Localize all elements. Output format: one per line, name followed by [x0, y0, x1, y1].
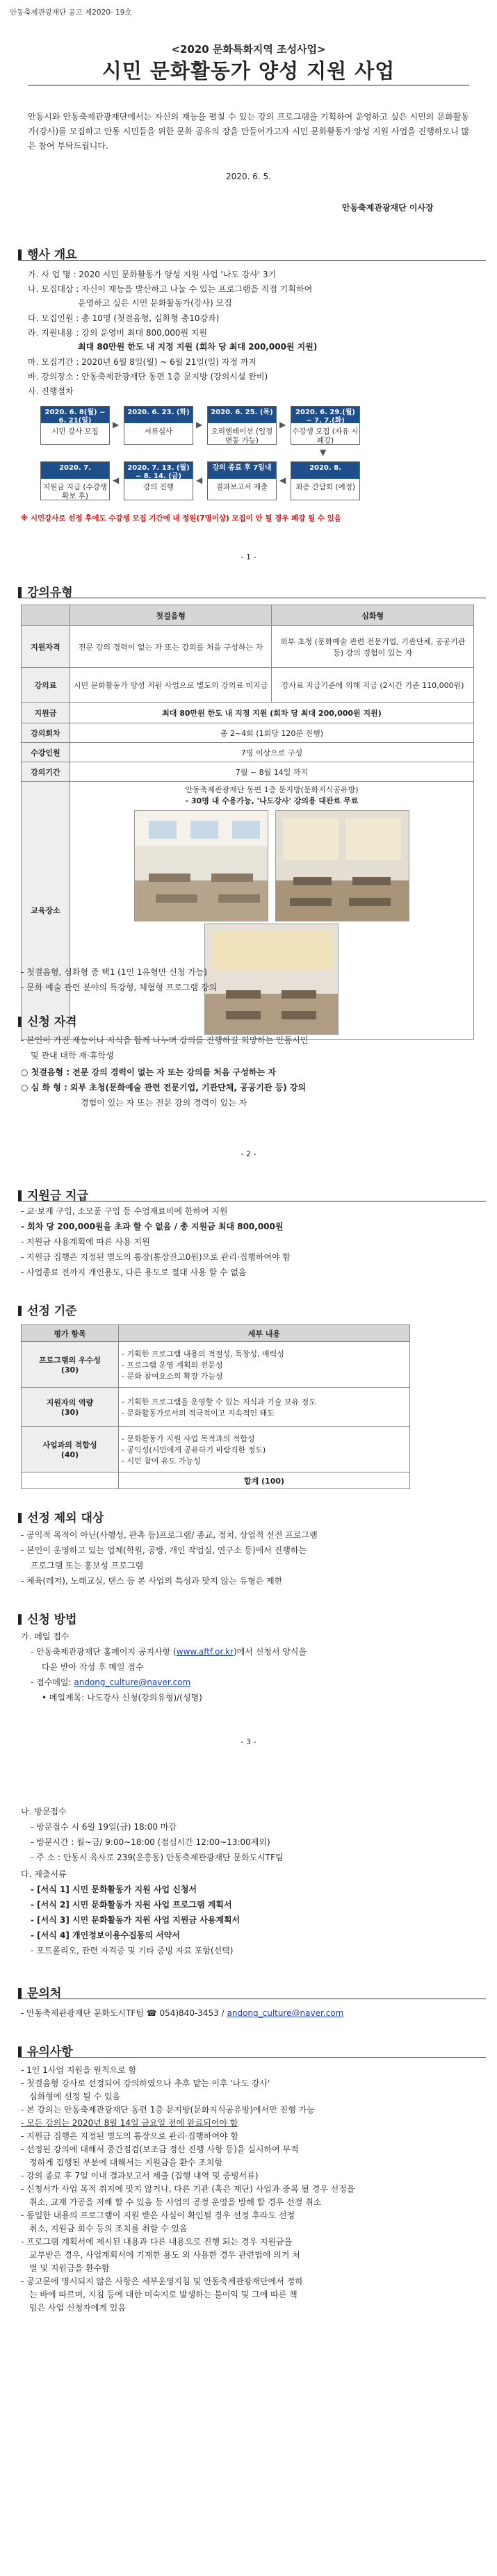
homepage-link[interactable]: www.aftf.or.kr [176, 1647, 234, 1657]
classroom-photo [275, 810, 409, 921]
criteria-item [22, 1427, 119, 1472]
section-divider [18, 2057, 486, 2058]
col-header: 평가 항목 [22, 1325, 119, 1342]
step-label: 수강생 모집 (자유 시 폐강) [292, 427, 359, 445]
detail-line: - 문화활동가로서의 적극적이고 지속적인 태도 [122, 1408, 275, 1418]
caution-line: - 프로그램 계획서에 제시된 내용과 다른 내용으로 진행 되는 경우 지원금을 [21, 2237, 293, 2247]
table-cell: 7명 이상으로 구성 [70, 743, 473, 762]
arrow-left-icon: ◀ [196, 475, 203, 485]
process-step [124, 461, 193, 500]
visit-line: 다. 제출서류 [21, 1869, 67, 1879]
caution-line: 정하게 집행된 부분에 대해서는 지원금을 환수 조치함 [29, 2158, 222, 2167]
funding-line: - 지원금 집행은 지정된 별도의 통장(통장잔고0원)으로 관리·집행하여야 함 [21, 1252, 291, 1262]
overview-line: 가. 사 업 명 : 2020 시민 문화활동가 양성 지원 사업 '나도 강사' 3기 [28, 270, 277, 279]
funding-line: - 교·보재 구입, 소모품 구입 등 수업재료비에 한하여 지원 [21, 1206, 228, 1216]
overview-line: 최대 80만원 한도 내 지정 지원 (회차 당 최대 200,000원 지원) [78, 342, 318, 352]
form-line: - [서식 3] 시민 문화활동가 지원 사업 지원금 사용계획서 [31, 1915, 241, 1925]
form-line: - 포트폴리오, 관련 자격증 및 기타 증빙 자료 포함(선택) [31, 1946, 234, 1955]
arrow-right-icon: ▶ [279, 420, 286, 429]
process-step [291, 461, 360, 500]
eligibility-line: 및 관내 대학 재·휴학생 [31, 1051, 114, 1060]
criteria-name: 프로그램의 우수성 [39, 1356, 101, 1365]
bullet-icon [18, 1513, 22, 1523]
step-date: 2020. 8. [291, 462, 359, 479]
detail-line: - 기획한 프로그램 내용의 적절성, 독창성, 매력성 [122, 1349, 284, 1359]
overview-line: 라. 지원내용 : 강의 운영비 최대 800,000원 지원 [28, 328, 208, 338]
caution-line: - 첫걸음형 강사로 선정되어 강의하였으나 추후 맡는 이후 '나도 강사' [21, 2078, 270, 2088]
arrow-down-icon: ▼ [320, 448, 327, 457]
bullet-icon [18, 1190, 22, 1201]
table-cell: 7월 ~ 8월 14일 까지 [70, 762, 473, 782]
caution-line: - 동일한 내용의 프로그램이 지원 받은 사실이 확인될 경우 선정 후라도 선정 [21, 2210, 295, 2220]
visit-line: - 주 소 : 안동시 육사로 239(운흥동) 안동축제관광재단 문화도시TF팀 [31, 1853, 284, 1862]
notice-date: 2020. 6. 5. [226, 172, 271, 181]
caution-line: - 본 강의는 안동축제관광재단 동편 1층 문지방(문화지식공유방)에서만 진행 가능 [21, 2105, 315, 2115]
email-link[interactable]: andong_culture@naver.com [74, 1677, 191, 1687]
step-label: 오리엔테이션 (일정 변동 가능) [211, 427, 273, 445]
step-label: 지원금 지급 (수강생 확보 후) [43, 483, 107, 500]
detail-line: - 문화 참여요소의 확장 가능성 [122, 1371, 223, 1381]
overview-line: 다. 모집인원 : 총 10명 (첫걸음형, 심화형 총10강좌) [28, 313, 220, 323]
col-header: 심화형 [272, 605, 474, 626]
funding-line: - 사업종료 전까지 개인용도, 다른 용도로 절대 사용 할 수 없음 [21, 1268, 247, 1277]
lecture-type-note: - 첫걸음형, 심화형 중 택1 (1인 1유형만 신청 가능) [21, 967, 207, 977]
exclusion-line: - 체육(레저), 노래교실, 댄스 등 본 사업의 특성과 맞지 않는 유형은 제한 [21, 1576, 283, 1586]
overview-line: 바. 강의장소 : 안동축제관광재단 동편 1층 문지방 (강의시설 완비) [28, 372, 268, 382]
contact-line [21, 2007, 343, 2020]
bullet-icon [18, 1017, 22, 1027]
process-step [207, 406, 277, 445]
step-label: 서류심사 [144, 427, 173, 436]
criteria-table [21, 1324, 410, 1489]
detail-line: - 공익성(시민에게 공유하기 바람직한 정도) [122, 1445, 266, 1454]
step-label: 시민 강사 모집 [51, 427, 99, 436]
criteria-item [22, 1388, 119, 1427]
overview-line: 마. 모집기간 : 2020년 6월 8일(월) ~ 6월 21일(일) 자정 까지 [28, 357, 256, 367]
overview-line: 나. 모집대상 : 자신이 재능을 발산하고 나눌 수 있는 프로그램을 직접 기획하여 [28, 284, 313, 294]
page-number: - 3 - [241, 1737, 256, 1746]
caution-line: - 지원금 집행은 지정된 별도의 통장으로 관리·집행하여야 함 [21, 2131, 239, 2141]
criteria-item [22, 1342, 119, 1388]
page-title: 시민 문화활동가 양성 지원 사업 [101, 59, 396, 83]
eligibility-line: ○ 심 화 형 : 외부 초청(문화예술 관련 전문기업, 기관단체, 공공기관 등) 강의 [21, 1083, 307, 1092]
arrow-left-icon: ◀ [279, 475, 286, 485]
bullet-icon [18, 249, 22, 260]
process-step [40, 461, 110, 500]
table-cell: 총 2~4회 (1회당 120분 진행) [70, 723, 473, 743]
criteria-details [119, 1388, 410, 1427]
arrow-left-icon: ◀ [113, 475, 120, 485]
section-title: 문의처 [27, 1987, 62, 2001]
caution-line: - 강의 종료 후 7일 이내 결과보고서 제출 (집행 내역 및 증빙서류) [21, 2171, 259, 2181]
detail-line: - 기획한 프로그램을 운영할 수 있는 지식과 기술 보유 정도 [122, 1397, 316, 1406]
row-header: 강의회차 [22, 723, 70, 743]
form-line: - [서식 1] 시민 문화활동가 지원 사업 신청서 [31, 1885, 197, 1894]
apply-text: - 접수메일: [31, 1677, 74, 1687]
table-cell: 외부 초청 (문화예술 관련 전문기업, 기관단체, 공공기관 등) 강의 경험이 있는 자 [272, 626, 474, 668]
step-date: 2020. 6. 25. (목) [208, 407, 276, 423]
section-title: 선정 기준 [27, 1304, 77, 1318]
caution-line: - 공고문에 명시되지 않은 사항은 세부운영지침 및 안동축제관광재단에서 정하 [21, 2276, 303, 2286]
col-header: 세부 내용 [119, 1325, 410, 1342]
place-capacity: - 30명 내 수용가능, '나도강사' 강의용 대관료 무료 [185, 796, 359, 805]
table-cell: 시민 문화활동가 양성 지원 사업으로 별도의 강의료 미지급 [70, 668, 272, 703]
section-criteria-heading [18, 1301, 77, 1318]
bullet-icon [18, 1614, 22, 1625]
arrow-right-icon: ▶ [196, 420, 203, 429]
section-exclusion-heading [18, 1508, 104, 1525]
eligibility-line: 경험이 있는 자 또는 전문 강의 경력이 있는 자 [81, 1098, 247, 1108]
col-header: 첫걸음형 [70, 605, 272, 626]
criteria-name: 사업과의 적합성 [42, 1441, 97, 1450]
row-header: 지원자격 [22, 626, 70, 668]
section-title: 유의사항 [27, 2045, 73, 2059]
exclusion-line: - 본인이 운영하고 있는 업체(학원, 공방, 개인 작업실, 연구소 등)에서 진행하는 [21, 1545, 307, 1555]
funding-line: - 지원금 사용계획에 따른 사용 지원 [21, 1237, 150, 1247]
caution-line: 임은 사업 신청자에게 있음 [29, 2303, 126, 2313]
criteria-details [119, 1427, 410, 1472]
criteria-score: (40) [60, 1450, 79, 1459]
row-header: 교육장소 [22, 782, 70, 1040]
process-step [291, 406, 360, 445]
apply-text: - 안동축제관광재단 홈페이지 공지사항 ( [31, 1647, 177, 1657]
signature: 안동축제관광재단 이사장 [342, 203, 434, 213]
bullet-icon [18, 1306, 22, 1316]
step-label: 강의 진행 [143, 483, 174, 491]
notice-number: 안동축제관광재단 공고 제2020- 19호 [10, 8, 132, 17]
caution-line: 는 바에 따르며, 지침 등에 대한 미숙지로 발생하는 불이익 및 그에 따른 책 [29, 2290, 298, 2299]
criteria-score: (30) [60, 1365, 79, 1375]
section-title: 신청 자격 [27, 1015, 77, 1029]
page-number: - 2 - [241, 1149, 256, 1158]
process-step [124, 406, 193, 445]
page-subtitle: <2020 문화특화지역 조성사업> [171, 43, 326, 56]
apply-text: )에서 신청서 양식을 [234, 1647, 307, 1657]
step-date: 강의 종료 후 7일내 [208, 462, 276, 479]
eligibility-line: ○ 첫걸음형 : 전문 강의 경력이 없는 자 또는 강의를 처음 구성하는 자 [21, 1067, 276, 1077]
contact-text: - 안동축제관광재단 문화도시TF팀 ☎ 054)840-3453 / [21, 2008, 227, 2018]
process-step [207, 461, 277, 500]
section-title: 지원금 지급 [27, 1189, 89, 1203]
row-header: 수강인원 [22, 743, 70, 762]
table-cell: 강사료 지급기준에 의해 지급 (2시간 기준 110,000원) [272, 668, 474, 703]
detail-line: - 문화활동가 지원 사업 목적과의 적합성 [122, 1434, 255, 1443]
classroom-photo [204, 924, 339, 1035]
overview-line: 사. 진행절차 [28, 386, 74, 396]
apply-line: • 메일제목: 나도강사 신청(강의유형)/(성명) [42, 1693, 202, 1703]
arrow-right-icon: ▶ [113, 420, 120, 429]
bullet-icon [18, 587, 22, 598]
exclusion-line: 프로그램 또는 홍보성 프로그램 [31, 1561, 144, 1570]
section-divider [18, 260, 486, 261]
step-date: 2020. 6. 29.(월) ~ 7. 7.(화) [291, 407, 359, 423]
table-cell: 최대 80만원 한도 내 지정 지원 (회차 당 최대 200,000원 지원) [70, 703, 473, 723]
apply-line [31, 1646, 307, 1659]
caution-line: 교부받은 경우, 사업계획서에 기재한 용도 외 사용한 경우 관련법에 의거 처 [29, 2250, 300, 2260]
form-line: - [서식 4] 개인정보이용수집동의 서약서 [31, 1930, 180, 1940]
detail-line: - 프로그램 운영 계획의 전문성 [122, 1360, 223, 1370]
exclusion-line: - 공익적 목적이 아닌(사행성, 판촉 등)프로그램/ 종교, 정치, 상업적 선전 프로그램 [21, 1530, 318, 1540]
bullet-icon [18, 1988, 22, 1999]
criteria-total: 합계 (100) [119, 1472, 410, 1489]
caution-list [21, 2064, 480, 2315]
step-label: 최종 간담회 (예정) [295, 483, 355, 491]
section-apply-heading [18, 1609, 77, 1627]
overview-warning: ※ 시민강사로 선정 후에도 수강생 모집 기간에 내 정원(7명이상) 모집이 안 될 경우 폐강 될 수 있음 [21, 514, 341, 523]
place-cell [70, 782, 473, 1040]
step-label: 결과보고서 제출 [215, 483, 268, 491]
caution-line: 취소, 교재 가공을 저해 할 수 있음 등 사업의 공정 운영을 방해 할 경우 선정 취소 [29, 2197, 322, 2207]
lecture-type-note: - 문화 예술 관련 분야의 특강형, 체험형 프로그램 강의 [21, 983, 218, 992]
table-corner [22, 605, 70, 626]
visit-line: - 방문시간 : 월~금/ 9:00~18:00 (점심시간 12:00~13:00제외) [31, 1837, 270, 1847]
classroom-photo [134, 810, 268, 921]
step-date: 2020. 6. 8(월) ~ 6. 21(일) [41, 407, 109, 423]
caution-line: - 모든 강의는 2020년 8월 14일 금요일 전에 완료되어야 함 [21, 2118, 238, 2128]
caution-line: 벌 및 지원금을 환수함 [29, 2263, 110, 2273]
form-line: - [서식 2] 시민 문화활동가 지원 사업 프로그램 계획서 [31, 1900, 232, 1910]
caution-line: 심화형에 선정 될 수 있음 [29, 2092, 121, 2101]
section-eligibility-heading [18, 1012, 77, 1029]
apply-line: 가. 메일 접수 [21, 1632, 70, 1641]
section-title: 행사 개요 [27, 248, 77, 262]
caution-line: - 선정된 강의에 대해서 중간점검(보조금 정산 진행 사항 등)을 실시하여 부적 [21, 2144, 299, 2154]
apply-line: 다운 받아 작성 후 메일 접수 [42, 1662, 144, 1672]
section-title: 선정 제외 대상 [27, 1511, 104, 1525]
funding-line: - 회차 당 200,000원을 초과 할 수 없음 / 총 지원금 최대 800,000원 [21, 1222, 284, 1231]
step-date: 2020. 6. 23. (화) [124, 407, 193, 423]
intro-paragraph: 안동시와 안동축제관광재단에서는 자신의 재능을 펼칠 수 있는 강의 프로그램을 기획하여 운영하고 싶은 시민의 문화활동가(강사)를 모집하고 안동 시민들을 위한 문화 공유의 장을 만들어가고자 시민 문화활동가 양성 지원 사업을 진행하오니 많은 참여 부탁드립니다. [28, 112, 469, 151]
step-date: 2020. 7. [41, 462, 109, 479]
caution-line: - 신청서가 사업 목적 취지에 맞지 않거나, 다른 기관 (혹은 재단) 사업과 중복 될 경우 선정을 [21, 2184, 355, 2194]
detail-line: - 시민 참여 유도 가능성 [122, 1456, 201, 1466]
place-name: 안동축제관광재단 동편 1층 문지방(문화지식공유방) [185, 785, 359, 794]
bullet-icon [18, 2046, 22, 2057]
section-title: 신청 방법 [27, 1613, 77, 1627]
row-header: 강의료 [22, 668, 70, 703]
visit-line: 나. 방문접수 [21, 1807, 67, 1816]
row-header: 강의기간 [22, 762, 70, 782]
contact-email-link[interactable]: andong_culture@naver.com [227, 2008, 344, 2018]
section-title: 강의유형 [27, 586, 73, 600]
overview-line: 운영하고 싶은 시민 문화활동가(강사) 모집 [78, 298, 232, 308]
process-step [40, 406, 110, 445]
page-number: - 1 - [241, 552, 256, 561]
eligibility-line: - 본인이 가진 재능이나 지식을 함께 나누며 강의를 진행하길 희망하는 안동시민 [21, 1035, 309, 1045]
criteria-score: (30) [60, 1408, 79, 1417]
apply-line [31, 1676, 190, 1689]
visit-line: - 방문접수 시 6월 19일(금) 18:00 마감 [31, 1822, 177, 1832]
step-date: 2020. 7. 13. (월) ~ 8. 14. (금) [124, 462, 193, 479]
criteria-details [119, 1342, 410, 1388]
row-header: 지원금 [22, 703, 70, 723]
caution-line: - 1인 1사업 지원을 원칙으로 함 [21, 2065, 137, 2075]
caution-line: 취소, 지원금 회수 등의 조치를 취할 수 있음 [29, 2224, 188, 2233]
table-cell [22, 1472, 119, 1489]
criteria-name: 지원자의 역량 [46, 1398, 94, 1407]
table-cell: 전문 강의 경력이 없는 자 또는 강의를 처음 구성하는 자 [70, 626, 272, 668]
